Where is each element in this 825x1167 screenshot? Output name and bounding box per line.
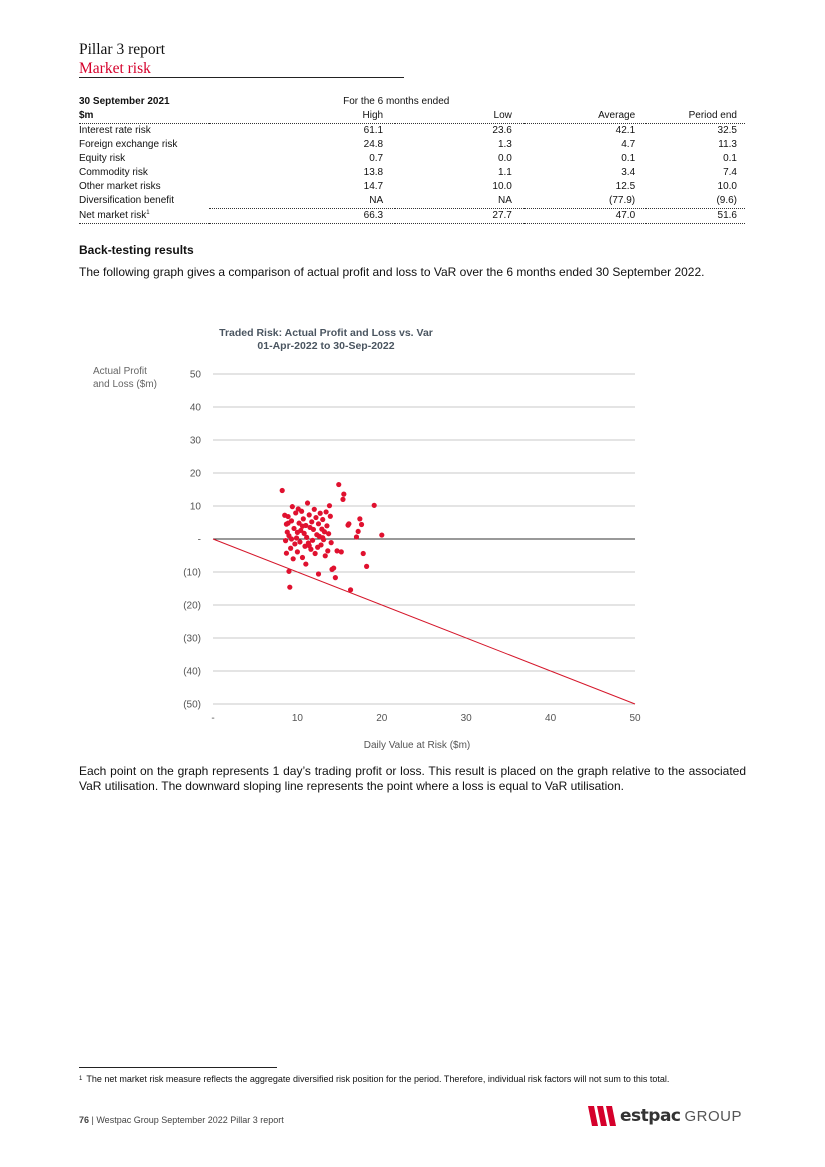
data-point	[290, 504, 295, 509]
header-rule	[79, 77, 404, 78]
chart-subtitle: 01-Apr-2022 to 30-Sep-2022	[257, 340, 395, 352]
cell: 66.3	[209, 209, 396, 224]
table-row	[79, 166, 745, 180]
market-risk-table	[79, 95, 745, 224]
data-points	[280, 482, 385, 592]
x-tick-label: 30	[460, 713, 472, 724]
data-point	[313, 515, 318, 520]
cell: 10.0	[492, 181, 512, 192]
data-point	[320, 517, 325, 522]
chart-grid	[213, 374, 635, 704]
total-label	[79, 209, 209, 224]
cell: 24.8	[363, 139, 384, 150]
data-point	[341, 492, 346, 497]
backtesting-intro: The following graph gives a comparison of actual profit and loss to VaR over the 6 months ended 30 September 2022.	[79, 265, 705, 279]
data-point	[283, 538, 288, 543]
cell: 1.3	[497, 139, 512, 150]
data-point	[291, 556, 296, 561]
data-point	[354, 534, 359, 539]
footer-text: | Westpac Group September 2022 Pillar 3 report	[89, 1115, 284, 1125]
data-point	[364, 564, 369, 569]
page-number: 76	[79, 1115, 90, 1125]
data-point	[312, 507, 317, 512]
y-axis-ticks	[183, 370, 201, 711]
column-header: High	[209, 109, 396, 124]
data-point	[286, 514, 291, 519]
data-point	[288, 546, 293, 551]
table-row	[79, 194, 745, 209]
backtesting-scatter-chart	[79, 320, 679, 760]
data-point	[313, 551, 318, 556]
data-point	[357, 516, 362, 521]
data-point	[305, 500, 310, 505]
cell: 14.7	[363, 181, 384, 192]
table-row	[79, 124, 745, 139]
column-header: Average	[524, 109, 646, 124]
row-label: Foreign exchange risk	[79, 139, 178, 150]
cell: NA	[497, 195, 512, 206]
data-point	[316, 571, 321, 576]
cell: (77.9)	[609, 195, 636, 206]
cell: 0.1	[723, 153, 737, 164]
cell: 32.5	[717, 125, 737, 136]
data-point	[340, 497, 345, 502]
data-point	[359, 522, 364, 527]
cell: NA	[369, 195, 384, 206]
table-header-row	[79, 109, 745, 124]
x-tick-label: -	[211, 713, 215, 724]
y-tick-label: 30	[189, 435, 201, 447]
data-point	[284, 551, 289, 556]
data-point	[356, 529, 361, 534]
row-label: Diversification benefit	[79, 195, 175, 207]
y-tick-label: -	[197, 534, 201, 546]
footnote-mark: 1	[79, 1076, 83, 1082]
data-point	[324, 523, 329, 528]
page-footer	[79, 1115, 284, 1125]
data-point	[310, 538, 315, 543]
y-tick-label: 10	[189, 501, 201, 513]
y-axis-label	[93, 366, 157, 390]
var-reference-line	[213, 539, 635, 704]
data-point	[295, 530, 300, 535]
cell: 61.1	[363, 125, 384, 136]
data-point	[304, 535, 309, 540]
cell: 13.8	[363, 167, 384, 178]
data-point	[372, 503, 377, 508]
data-point	[326, 531, 331, 536]
cell: 27.7	[395, 209, 524, 224]
data-point	[336, 482, 341, 487]
y-tick-label: 50	[189, 369, 201, 381]
cell: 11.3	[718, 139, 737, 150]
y-tick-label: (20)	[183, 600, 201, 612]
data-point	[295, 549, 300, 554]
table-row	[79, 152, 745, 166]
data-point	[287, 585, 292, 590]
data-point	[286, 569, 291, 574]
footnote-ref: 1	[146, 209, 150, 216]
data-point	[316, 521, 321, 526]
data-point	[297, 539, 302, 544]
y-tick-label: (30)	[183, 633, 201, 645]
data-point	[289, 536, 294, 541]
y-tick-label: (50)	[183, 699, 201, 711]
y-tick-label: 20	[189, 468, 201, 480]
backtesting-heading: Back-testing results	[79, 243, 194, 257]
footnote-text: The net market risk measure reflects the aggregate diversified risk position for the period. Therefore, individual risk factors will not sum to this total.	[86, 1074, 670, 1084]
row-label: Other market risks	[79, 181, 161, 192]
data-point	[309, 519, 314, 524]
x-tick-label: 10	[291, 713, 303, 724]
report-title: Pillar 3 report	[79, 41, 166, 58]
total-label-text: Net market risk	[79, 209, 147, 221]
x-tick-label: 20	[376, 713, 388, 724]
row-label: Equity risk	[79, 153, 126, 164]
data-point	[361, 551, 366, 556]
chart-title: Traded Risk: Actual Profit and Loss vs. Var	[219, 327, 433, 339]
cell: (9.6)	[716, 195, 737, 206]
table-caption-row	[79, 95, 745, 109]
cell: 7.4	[723, 167, 737, 178]
cell: 1.1	[497, 167, 512, 178]
table-total-row	[79, 209, 745, 224]
data-point	[323, 509, 328, 514]
cell: 47.0	[524, 209, 646, 224]
cell: 3.4	[621, 167, 636, 178]
row-label: Interest rate risk	[79, 125, 151, 136]
westpac-w-icon	[588, 1106, 618, 1126]
data-point	[329, 540, 334, 545]
data-point	[328, 514, 333, 519]
data-point	[348, 587, 353, 592]
cell: 0.0	[497, 153, 512, 164]
table-caption: For the 6 months ended	[343, 96, 450, 107]
data-point	[318, 511, 323, 516]
unit-label: $m	[79, 109, 209, 124]
data-point	[292, 541, 297, 546]
cell: 4.7	[621, 139, 636, 150]
backtesting-explanation: Each point on the graph represents 1 day’s trading profit or loss. This result is placed on the graph relative to the associated VaR utilisation. The downward sloping line represents the point where a loss is equal to VaR utilisation.	[79, 764, 746, 793]
x-axis-label: Daily Value at Risk ($m)	[363, 740, 471, 751]
cell: 12.5	[615, 181, 636, 192]
y-axis-label-line: Actual Profit	[93, 366, 147, 377]
y-tick-label: (40)	[183, 666, 201, 678]
y-axis-label-line: and Loss ($m)	[93, 379, 157, 390]
data-point	[301, 516, 306, 521]
data-point	[327, 503, 332, 508]
cell: 42.1	[615, 125, 636, 136]
data-point	[379, 532, 384, 537]
cell: 0.1	[621, 153, 636, 164]
section-title: Market risk	[79, 60, 151, 77]
footnote	[79, 1073, 746, 1085]
data-point	[300, 555, 305, 560]
data-point	[323, 553, 328, 558]
data-point	[320, 535, 325, 540]
data-point	[299, 509, 304, 514]
data-point	[318, 542, 323, 547]
row-label: Commodity risk	[79, 167, 148, 178]
x-tick-label: 40	[545, 713, 557, 724]
logo-group-text: GROUP	[684, 1107, 743, 1125]
data-point	[291, 526, 296, 531]
data-point	[294, 535, 299, 540]
data-point	[307, 512, 312, 517]
cell: 23.6	[492, 125, 512, 136]
data-point	[325, 548, 330, 553]
cell: 51.6	[646, 209, 745, 224]
data-point	[300, 524, 305, 529]
table-row	[79, 180, 745, 194]
cell: 0.7	[369, 153, 384, 164]
column-header: Period end	[646, 109, 745, 124]
table-row	[79, 138, 745, 152]
data-point	[346, 521, 351, 526]
footnote-rule	[79, 1067, 277, 1068]
westpac-logo	[588, 1104, 742, 1128]
data-point	[331, 565, 336, 570]
data-point	[280, 488, 285, 493]
data-point	[339, 549, 344, 554]
column-header: Low	[395, 109, 524, 124]
data-point	[307, 543, 312, 548]
x-axis-ticks	[211, 713, 641, 724]
y-tick-label: (10)	[183, 567, 201, 579]
cell: 10.0	[717, 181, 737, 192]
data-point	[311, 527, 316, 532]
data-point	[286, 521, 291, 526]
x-tick-label: 50	[629, 713, 641, 724]
y-tick-label: 40	[189, 402, 201, 414]
data-point	[333, 575, 338, 580]
data-point	[303, 561, 308, 566]
period-label: 30 September 2021	[79, 96, 170, 107]
logo-brand-text: estpac	[620, 1106, 681, 1126]
